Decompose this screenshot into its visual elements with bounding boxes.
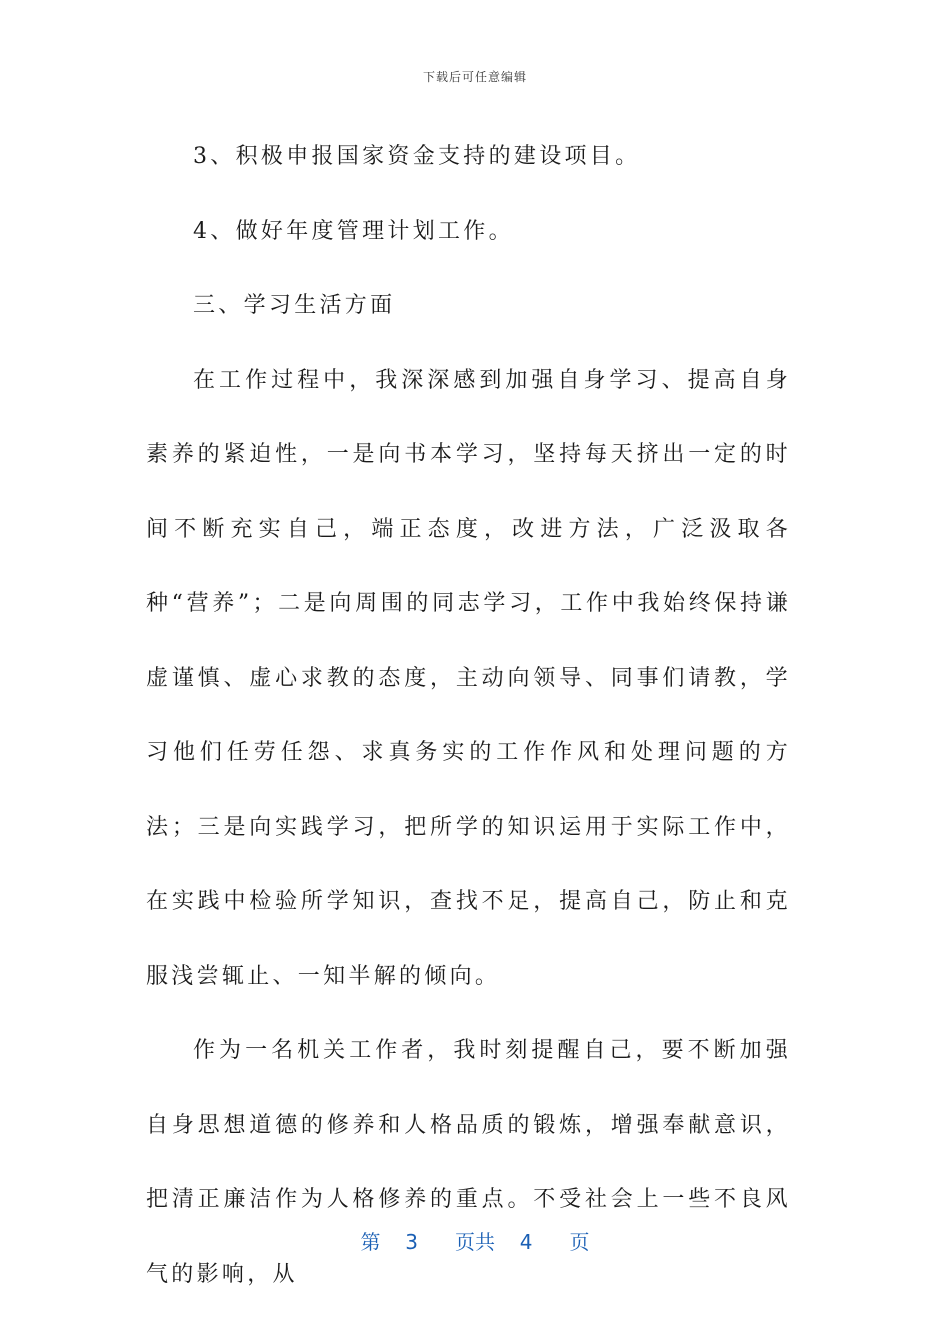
page-header: 下载后可任意编辑 [422,70,527,84]
page-number: 第 3 页共 4 页 [360,1230,590,1254]
paragraph-moral-cultivation: 作为一名机关工作者，我时刻提醒自己，要不断加强自身思想道德的修养和人格品质的锻炼，增强奉献意识，把清正廉洁作为人格修养的重点。不受社会上一些不良风气的影响，从 [146,1038,791,1287]
page-footer [0,1226,950,1255]
paragraph-item-4: 4、做好年度管理计划工作。 [193,218,514,244]
paragraph-study: 在工作过程中，我深深感到加强自身学习、提高自身素养的紧迫性，一是向书本学习，坚持每天挤出一定的时间不断充实自己，端正态度，改进方法，广泛汲取各种“营养”；二是向周围的同志学习，工作中我始终保持谦虚谨慎、虚心求教的态度，主动向领导、同事们请教，学习他们任劳任怨、求真务实的工作作风和处理问题的方法；三是向实践学习，把所学的知识运用于实际工作中，在实践中检验所学知识，查找不足，提高自己，防止和克服浅尝辄止、一知半解的倾向。 [146,367,791,989]
document-body [146,120,791,1312]
paragraph-item-3: 3、积极申报国家资金支持的建设项目。 [193,144,641,169]
section-heading-study-life: 三、学习生活方面 [193,293,396,318]
